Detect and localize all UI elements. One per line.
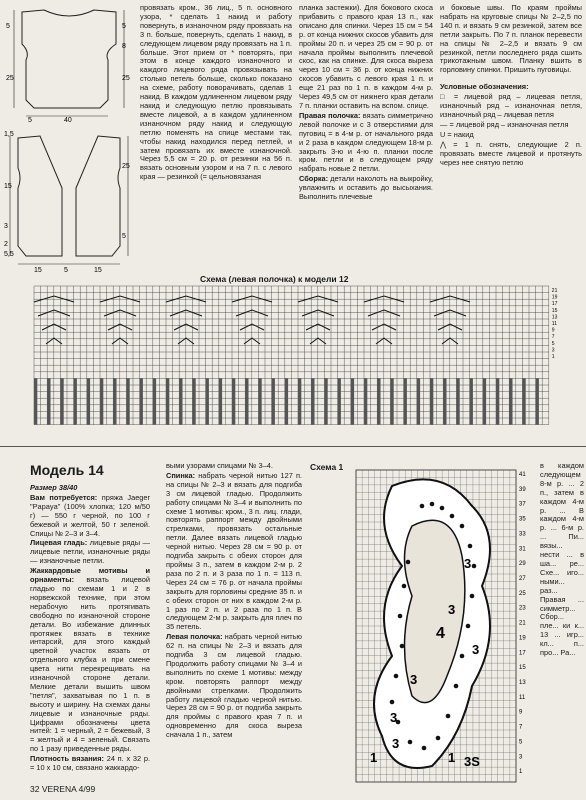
row-number: 19 — [551, 294, 558, 301]
dim-label: 25 — [122, 75, 130, 82]
model-title: Модель 14 — [30, 462, 104, 478]
row-number: 1 — [519, 769, 523, 776]
dim-label: 40 — [64, 117, 72, 124]
row-number: 19 — [519, 635, 526, 642]
schema-1-title: Схема 1 — [310, 462, 344, 472]
rib-mark — [192, 378, 195, 424]
dim-label: 3 — [4, 223, 8, 230]
motif-dot — [446, 714, 451, 719]
row-number: 17 — [519, 650, 526, 657]
instruction-text: планка застежки). Для бокового скоса прибавить с правого края 13 п., как описано для спинки. Через 15 см = 54 р. от конца нижних скосов убавить для проймы 20 п. и через 25 см = 90 р. от начала проймы выполнить плечевой скос, как на спинке. Для скоса выреза через 10 см = 36 р. от конца нижних скосов убавить с левого края 1 п. и еще 21 раз по 1 п. в каждом 4-м р. Через 49,5 см от нижнего края детали 7 п. планки оставить на вспом. спице. — [299, 4, 433, 110]
motif-dot — [450, 514, 455, 519]
motif-dot — [466, 624, 471, 629]
rib-mark — [47, 378, 50, 424]
dim-label: 15 — [94, 267, 102, 274]
row-number: 7 — [551, 334, 555, 341]
lower-column-2 — [166, 462, 302, 784]
row-number: 15 — [519, 665, 526, 672]
dim-label: 5 — [64, 267, 68, 274]
color-number-label: 4 — [436, 625, 445, 642]
row-number: 5 — [519, 739, 523, 746]
motif-dot — [468, 544, 473, 549]
rib-mark — [258, 378, 261, 424]
motif-dot — [470, 594, 475, 599]
dim-label: 25 — [122, 163, 130, 170]
row-number: 39 — [519, 486, 526, 493]
lace-motif-mark — [302, 310, 334, 316]
dim-label: 15 — [34, 267, 42, 274]
row-number: 23 — [519, 605, 526, 612]
row-number: 1 — [551, 354, 555, 360]
section-heading: Спинка: — [166, 470, 196, 480]
row-number: 21 — [519, 620, 526, 627]
square-symbol-icon: □ — [440, 92, 449, 102]
row-number: 33 — [519, 531, 526, 538]
rib-mark — [245, 378, 248, 424]
row-number: 3 — [551, 347, 555, 354]
row-number: 25 — [519, 590, 526, 597]
instruction-text: вязать лицевой гладью по схемам 1 и 2 в норвежской технике, при этом нерабочую нить протягивать свободно по изнаночной стороне детали. Во избежание длинных протяжек вязать в технике интарсий, для этого каждый цветной участок вязать от отдельного клубка и при смене цвета нити перекрещивать на изнаночной стороне детали. Мелкие детали вышить швом "петля", захватывая по 1 п. в высоту и ширину. На схемах даны лицевые и изнаночные ряды. Цифрами обозначены цвета нитей: 1 = черный, 2 = бежевый, 3 = желтый и 4 = зеленый. Связать по 1 разу приведенные ряды. — [30, 575, 150, 754]
row-number: 3 — [519, 754, 523, 761]
row-number: 29 — [519, 561, 526, 568]
instruction-text: и боковые швы. По краям проймы набрать на круговые спицы № 2–2,5 по 140 п. и вязать 9 см резинкой, затем все петли закрыть. По 7 п. планок перевести на спицы № 2–2,5 и вязать 9 см резинкой, петли последнего ряда сшить трикотажным швом. Планку вшить в горловину спинки. Пришить пуговицы. — [440, 4, 582, 75]
motif-dot — [402, 584, 407, 589]
row-number: 37 — [519, 501, 526, 508]
motif-dot — [430, 502, 435, 507]
motif-dot — [390, 700, 395, 705]
motif-dot — [454, 684, 459, 689]
rib-mark — [311, 378, 314, 424]
motif-dot — [460, 654, 465, 659]
row-number: 7 — [519, 724, 523, 731]
back-piece-diagram — [4, 4, 134, 124]
dash-symbol-icon: — — [440, 119, 448, 129]
legend-item: = лицевой ряд – лицевая петля, изнаночный ряд – изнаночная петля, изнаночный ряд – лицевая петля — [440, 92, 582, 119]
dim-label: 25 — [6, 75, 14, 82]
dim-label: 5 — [122, 233, 126, 240]
dim-label: 5,5 — [4, 251, 14, 258]
color-number-label: 3 — [410, 672, 418, 687]
legend-item: = лицевой ряд – изнаночная петля — [449, 119, 569, 129]
rib-mark — [113, 378, 116, 424]
rib-mark — [179, 378, 182, 424]
color-number-label: 3 — [472, 642, 480, 657]
motif-dot — [406, 560, 411, 565]
lace-motif-mark — [372, 324, 396, 330]
rib-mark — [74, 378, 77, 424]
front-pieces-diagram — [4, 128, 134, 274]
color-number-label: 3 — [448, 602, 456, 617]
color-number-label: 1 — [370, 750, 378, 765]
schema-1-chart — [352, 466, 532, 788]
rib-mark — [456, 378, 459, 424]
motif-dot — [408, 740, 413, 745]
lace-motif-mark — [434, 310, 466, 316]
yarnover-symbol-icon: U — [440, 129, 446, 139]
rib-mark — [377, 378, 380, 424]
instruction-text: в каждом следующем 8-м р. ... 2 п., затем в каждом 4-м р. ... В каждом 4-м р. ... 6-м р. ... Пи... вязы... нести ... в ша... ре... Схе... иго... ными... раз... Правая ... симметр... Сбор... пле... ки к... 13 ... игр... кл... п... про... Ра... — [540, 462, 584, 658]
instruction-text: лицевые ряды — лицевые петли, изнаночные ряды — изнаночные петли. — [30, 538, 150, 566]
dim-label: 5 — [6, 23, 10, 30]
rib-mark — [298, 378, 301, 424]
row-number: 15 — [551, 307, 558, 314]
section-heading: Сборка: — [299, 174, 329, 184]
rib-mark — [285, 378, 288, 424]
instruction-text: набрать черной нитью 127 п. на спицы № 2–3 и вязать для подгиба 3 см лицевой гладью. Продолжить работу спицами № 3–4 и выполнить по схеме 1 мотивы: кром., 3 п. лиц. глади, повторять раппорт между двойными стрелками, провязать остальные петли. Далее вязать лицевой гладью черной нитью. Через 28 см = 90 р. от подгиба закрыть с обеих сторон для проймы 3 п., затем в каждом 2-м р. 2 раза по 2 п. и 3 раза по 1 п. = 113 п. Через 24 см = 76 р. от начала проймы закрыть для горловины средние 35 п. и с обеих сторон от них в каждом 2-м р. 1 раз по 2 п. и 2 раза по 1 п. В следующем 2-м р. закрыть для плеч по 35 петель. — [166, 470, 302, 632]
rib-mark — [430, 378, 433, 424]
lower-column-1 — [30, 484, 150, 784]
rib-mark — [443, 378, 446, 424]
color-number-label: 3 — [390, 710, 398, 725]
rib-mark — [536, 378, 539, 424]
lace-chart — [30, 284, 582, 444]
section-heading: Левая полочка: — [166, 632, 223, 642]
color-number-label: 3S — [464, 754, 480, 769]
rib-mark — [140, 378, 143, 424]
rib-mark — [351, 378, 354, 424]
dim-label: 8 — [122, 43, 126, 50]
size-label: Размер 38/40 — [30, 484, 78, 492]
rib-mark — [390, 378, 393, 424]
row-number: 11 — [519, 694, 526, 701]
rib-mark — [232, 378, 235, 424]
instruction-text: 24 п. х 32 р. = 10 х 10 см, связано жаккардо- — [30, 754, 150, 773]
dim-label: 5 — [122, 23, 126, 30]
rib-mark — [364, 378, 367, 424]
lace-motif-mark — [42, 324, 66, 330]
motif-dot — [472, 564, 477, 569]
row-number: 5 — [551, 340, 555, 347]
row-number: 35 — [519, 516, 526, 523]
section-heading: Правая полочка: — [299, 110, 361, 120]
section-heading: Вам потребуется: — [30, 492, 98, 502]
rib-mark — [324, 378, 327, 424]
dim-label: 5 — [28, 117, 32, 124]
motif-dot — [400, 644, 405, 649]
legend-item: = 1 п. снять, следующие 2 п. провязать вместе лицевой и протянуть через нее снятую петлю — [440, 139, 582, 167]
row-number: 13 — [519, 680, 526, 686]
rib-mark — [219, 378, 222, 424]
rib-mark — [404, 378, 407, 424]
dim-label: 2 — [4, 241, 8, 248]
upper-column-3 — [440, 4, 582, 272]
color-number-label: 3 — [464, 556, 472, 571]
rib-mark — [483, 378, 486, 424]
section-divider — [0, 446, 586, 447]
row-number: 17 — [551, 301, 558, 308]
rib-mark — [126, 378, 129, 424]
motif-dot — [460, 524, 465, 529]
row-number: 13 — [551, 314, 558, 321]
row-number: 21 — [551, 288, 558, 294]
instruction-text: пряжа Jaeger "Papaya" (100% хлопка; 120 м/50 г) — 550 г черной, по 100 г бежевой и желтой, 50 г зеленой. Спицы № 2–3 и 3–4. — [30, 492, 150, 538]
rib-mark — [166, 378, 169, 424]
instruction-text: набрать черной нитью 62 п. на спицы № 2–3 и вязать для подгиба 3 см лицевой гладью. Продолжить работу спицами № 3–4 и выполнить по схеме 1 мотивы: между кром. повторять раппорт между двойными стрелками. Продолжить работу лицевой гладью черной нитью. Через 28 см = 90 р. от подгиба закрыть для проймы с правого края 7 п. и одновременно для скоса выреза сначала 1 п., затем — [166, 632, 302, 740]
motif-dot — [422, 746, 427, 751]
rib-mark — [509, 378, 512, 424]
rib-mark — [206, 378, 209, 424]
row-number: 9 — [551, 327, 555, 334]
motif-dot — [440, 506, 445, 511]
schema-title: Схема (левая полочка) к модели 12 — [200, 274, 349, 284]
rib-mark — [272, 378, 275, 424]
rib-mark — [60, 378, 63, 424]
instruction-text: выми узорами спицами № 3–4. — [166, 462, 273, 470]
rib-mark — [338, 378, 341, 424]
motif-dot — [420, 504, 425, 509]
lace-motif-mark — [438, 324, 462, 330]
section-heading: Лицевая гладь: — [30, 538, 88, 548]
rib-mark — [470, 378, 473, 424]
instruction-text: вязать симметрично левой полочке и с 3 отверстиями для пуговиц = в 4-м р. от начального ряда и 2 раза в каждом следующем 18-м р. закрыть 3-ю и 4-ю п. планки после кром. петли и в следующем ряду набрать новые 2 петли. — [299, 110, 433, 174]
row-number: 41 — [519, 472, 526, 478]
dim-label: 15 — [4, 183, 12, 190]
rib-mark — [417, 378, 420, 424]
motif-dot — [398, 614, 403, 619]
upper-column-1 — [140, 4, 292, 272]
rib-mark — [522, 378, 525, 424]
rib-mark — [34, 378, 37, 424]
section-heading: Жаккардовые мотивы и орнаменты: — [30, 566, 150, 585]
row-number: 9 — [519, 709, 523, 716]
page-footer: 32 VERENA 4/99 — [30, 784, 96, 794]
row-number: 31 — [519, 546, 526, 553]
lace-motif-mark — [368, 310, 400, 316]
lace-motif-mark — [306, 324, 330, 330]
section-heading: Плотность вязания: — [30, 754, 104, 764]
rib-mark — [87, 378, 90, 424]
instruction-text: детали наколоть на выкройку, увлажнить и оставить до высыхания. Выполнить плечевые — [299, 174, 433, 202]
rib-mark — [100, 378, 103, 424]
instruction-text: провязать кром., 36 лиц., 5 п. основного узора, * сделать 1 накид и работу повернуть, в изнаночном ряду провязать на 3 п. больше, повернуть, сделать 1 накид, в следующем лицевом ряду провязать на 1 п. больше. Этот прием от * повторять, при этом в конце каждого изнаночного и каждого лицевого ряда провязывать на столько петель больше, сколько показано на схеме, работу поворачивать, сделав 1 накид. В каждом удлиненном лицевом ряду накид и следующую петлю провязывать вместе лицевой, а в каждом удлиненном изнаночном ряду накид и следующую петлю поменять на спице местами так, чтобы накид находился перед петлей, и затем провязать их вместе изнаночной. Через 5,5 см = 20 р. от резинки на 56 п. вязать основным узором и на 7 п. с левого края — резинкой (= цельновязаная — [140, 4, 292, 182]
motif-dot — [394, 674, 399, 679]
rib-mark — [153, 378, 156, 424]
lace-motif-mark — [38, 310, 70, 316]
rib-mark — [496, 378, 499, 424]
legend-item: = накид — [447, 129, 474, 139]
color-number-label: 3 — [392, 736, 400, 751]
legend-title: Условные обозначения: — [440, 82, 529, 92]
row-number: 11 — [551, 321, 558, 327]
motif-dot — [436, 736, 441, 741]
dim-label: 1,5 — [4, 131, 14, 138]
row-number: 27 — [519, 576, 526, 582]
decrease-symbol-icon: ⋀ — [440, 139, 447, 149]
lower-column-3 — [540, 462, 584, 784]
upper-column-2 — [299, 4, 433, 272]
color-number-label: 1 — [448, 750, 456, 765]
